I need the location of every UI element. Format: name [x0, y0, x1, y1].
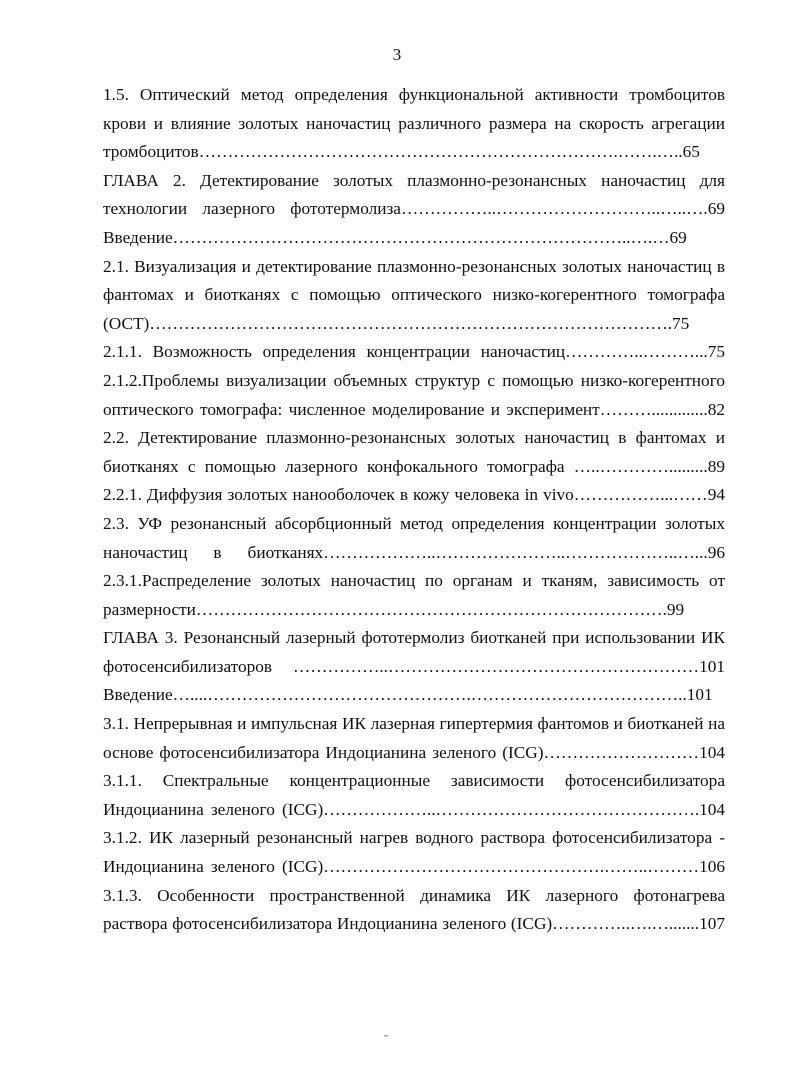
toc-entry — [103, 510, 725, 567]
toc-entry — [103, 767, 725, 824]
toc-entry — [103, 253, 725, 339]
toc-line: основе фотосенсибилизатора Индоцианина зеленого (ICG)………………………104 — [103, 742, 725, 762]
toc-line: 3.1. Непрерывная и импульсная ИК лазерная гипертермия фантомов и биотканей на — [103, 714, 725, 734]
table-of-contents — [103, 81, 725, 939]
toc-entry — [103, 224, 725, 253]
toc-line: 3.1.2. ИК лазерный резонансный нагрев водного раствора фотосенсибилизатора - — [103, 828, 725, 848]
toc-line: Введение……………………………………………………………………..….…69 — [103, 227, 687, 247]
toc-entry — [103, 481, 725, 510]
page-number: 3 — [392, 45, 402, 64]
toc-line: (ОСТ)……………………………………………………………………………….75 — [103, 313, 690, 333]
scan-artifact-mark: ˘ — [384, 1032, 388, 1046]
toc-line: наночастиц в биотканях………………..…………………..………………..…...96 — [103, 542, 725, 562]
toc-entry — [103, 882, 725, 939]
toc-line: ГЛАВА 3. Резонансный лазерный фототермолиз биотканей при использовании ИК — [103, 628, 725, 648]
toc-line: 2.1.2.Проблемы визуализации объемных структур с помощью низко-когерентного — [103, 370, 725, 390]
toc-line: 2.2.1. Диффузия золотых нанооболочек в кожу человека in vivo……………...……94 — [103, 485, 725, 505]
toc-line: фотосенсибилизаторов ……………..………………………………………………101 — [103, 656, 725, 676]
toc-entry — [103, 167, 725, 224]
toc-line: ГЛАВА 2. Детектирование золотых плазмонно-резонансных наночастиц для — [103, 170, 725, 190]
toc-entry — [103, 824, 725, 881]
toc-entry — [103, 338, 725, 367]
toc-line: 2.3. УФ резонансный абсорбционный метод определения концентрации золотых — [103, 513, 725, 533]
toc-line: фантомах и биотканях с помощью оптического низко-когерентного томографа — [103, 285, 725, 305]
toc-line: 3.1.3. Особенности пространственной динамика ИК лазерного фотонагрева — [103, 885, 725, 905]
toc-line: Индоцианина зеленого (ICG)………………..……………………………………….104 — [103, 799, 725, 819]
toc-line: крови и влияние золотых наночастиц различного размера на скорость агрегации — [103, 113, 725, 133]
toc-line: 3.1.1. Спектральные концентрационные зависимости фотосенсибилизатора — [103, 771, 725, 791]
toc-entry — [103, 81, 725, 167]
toc-line: технологии лазерного фототермолиза……………..………………………..…..….69 — [103, 199, 725, 219]
toc-line: 2.2. Детектирование плазмонно-резонансных золотых наночастиц в фантомах и — [103, 428, 725, 448]
toc-line: размерности……………………………………………………………………….99 — [103, 599, 685, 619]
toc-entry — [103, 567, 725, 624]
toc-line: Индоцианина зеленого (ICG)………………………………………….……..………106 — [103, 857, 725, 877]
toc-entry — [103, 710, 725, 767]
toc-line: оптического томографа: численное моделирование и эксперимент……….............82 — [103, 399, 725, 419]
toc-line: биотканях с помощью лазерного конфокального томографа …..………….........89 — [103, 456, 725, 476]
toc-line: раствора фотосенсибилизатора Индоцианина зеленого (ICG)…………..….….......107 — [103, 914, 725, 934]
toc-line: 2.3.1.Распределение золотых наночастиц по органам и тканям, зависимость от — [103, 571, 725, 591]
toc-entry — [103, 424, 725, 481]
toc-line: 2.1. Визуализация и детектирование плазмонно-резонансных золотых наночастиц в — [103, 256, 725, 276]
toc-entry — [103, 681, 725, 710]
toc-entry — [103, 367, 725, 424]
toc-line: 1.5. Оптический метод определения функциональной активности тромбоцитов — [103, 85, 725, 104]
toc-entry — [103, 624, 725, 681]
toc-line: 2.1.1. Возможность определения концентрации наночастиц…………..………...75 — [103, 342, 725, 362]
toc-line: Введение…....……………………………………….………………………………..101 — [103, 685, 713, 705]
toc-line: тромбоцитов……………………………………………………………….…….…..65 — [103, 142, 700, 162]
